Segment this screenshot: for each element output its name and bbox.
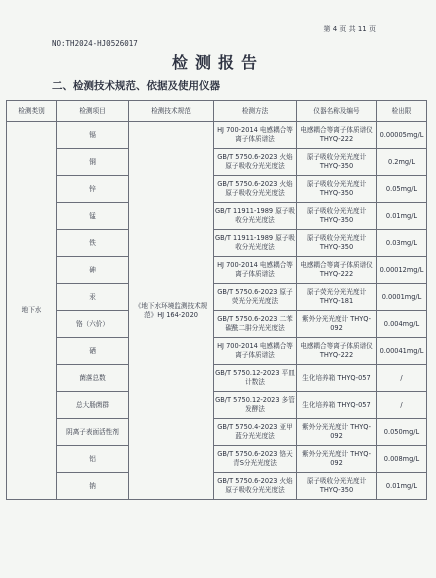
instrument-cell: 紫外分光光度计 THYQ-092 <box>297 311 377 338</box>
method-cell: GB/T 11911-1989 原子吸收分光光度法 <box>214 230 297 257</box>
table-row <box>7 311 427 338</box>
method-cell: GB/T 5750.6-2023 二苯碳酰二肼分光光度法 <box>214 311 297 338</box>
table-row <box>7 176 427 203</box>
instrument-cell: 原子荧光分光光度计 THYQ-181 <box>297 284 377 311</box>
instrument-cell: 生化培养箱 THYQ-057 <box>297 365 377 392</box>
method-cell: GB/T 5750.12-2023 平皿计数法 <box>214 365 297 392</box>
table-row <box>7 392 427 419</box>
item-cell: 总大肠菌群 <box>57 392 129 419</box>
method-cell: GB/T 5750.6-2023 铬天青S分光光度法 <box>214 446 297 473</box>
column-header: 检测类别 <box>7 101 57 122</box>
instrument-cell: 原子吸收分光光度计 THYQ-350 <box>297 473 377 500</box>
instrument-cell: 原子吸收分光光度计 THYQ-350 <box>297 230 377 257</box>
instrument-cell: 原子吸收分光光度计 THYQ-350 <box>297 149 377 176</box>
item-cell: 阴离子表面活性剂 <box>57 419 129 446</box>
standard-cell: 《地下水环境监测技术规范》HJ 164-2020 <box>129 122 214 500</box>
limit-cell: 0.004mg/L <box>377 311 427 338</box>
section-title: 二、检测技术规范、依据及使用仪器 <box>52 80 220 92</box>
method-cell: HJ 700-2014 电感耦合等离子体质谱法 <box>214 338 297 365</box>
method-cell: GB/T 5750.6-2023 火焰原子吸收分光光度法 <box>214 176 297 203</box>
method-cell: GB/T 11911-1989 原子吸收分光光度法 <box>214 203 297 230</box>
limit-cell: 0.0001mg/L <box>377 284 427 311</box>
document-title: 检测报告 <box>171 53 264 72</box>
limit-cell: / <box>377 365 427 392</box>
item-cell: 铁 <box>57 230 129 257</box>
item-cell: 铝 <box>57 446 129 473</box>
instrument-cell: 生化培养箱 THYQ-057 <box>297 392 377 419</box>
item-cell: 铜 <box>57 149 129 176</box>
table-row <box>7 365 427 392</box>
limit-cell: 0.05mg/L <box>377 176 427 203</box>
item-cell: 锰 <box>57 203 129 230</box>
instrument-cell: 原子吸收分光光度计 THYQ-350 <box>297 203 377 230</box>
table-row <box>7 338 427 365</box>
table-row <box>7 257 427 284</box>
instrument-cell: 电感耦合等离子体质谱仪 THYQ-222 <box>297 122 377 149</box>
limit-cell: 0.03mg/L <box>377 230 427 257</box>
limit-cell: 0.00041mg/L <box>377 338 427 365</box>
table-row <box>7 122 427 149</box>
column-header: 检测项目 <box>57 101 129 122</box>
table-row <box>7 473 427 500</box>
limit-cell: 0.050mg/L <box>377 419 427 446</box>
instrument-cell: 紫外分光光度计 THYQ-092 <box>297 419 377 446</box>
limit-cell: 0.008mg/L <box>377 446 427 473</box>
instrument-cell: 电感耦合等离子体质谱仪 THYQ-222 <box>297 257 377 284</box>
method-cell: GB/T 5750.6-2023 火焰原子吸收分光光度法 <box>214 149 297 176</box>
limit-cell: 0.2mg/L <box>377 149 427 176</box>
category-cell: 地下水 <box>7 122 57 500</box>
table-body <box>7 122 427 500</box>
table-row <box>7 149 427 176</box>
column-header: 检测方法 <box>214 101 297 122</box>
limit-cell: 0.01mg/L <box>377 473 427 500</box>
item-cell: 镉 <box>57 122 129 149</box>
item-cell: 锌 <box>57 176 129 203</box>
item-cell: 钠 <box>57 473 129 500</box>
item-cell: 砷 <box>57 257 129 284</box>
instrument-cell: 电感耦合等离子体质谱仪 THYQ-222 <box>297 338 377 365</box>
method-cell: GB/T 5750.6-2023 原子荧光分光光度法 <box>214 284 297 311</box>
instrument-cell: 紫外分光光度计 THYQ-092 <box>297 446 377 473</box>
item-cell: 铬（六价） <box>57 311 129 338</box>
limit-cell: 0.01mg/L <box>377 203 427 230</box>
method-cell: GB/T 5750.6-2023 火焰原子吸收分光光度法 <box>214 473 297 500</box>
table-header-row <box>7 101 427 122</box>
column-header: 检测技术规范 <box>129 101 214 122</box>
limit-cell: / <box>377 392 427 419</box>
item-cell: 汞 <box>57 284 129 311</box>
method-cell: HJ 700-2014 电感耦合等离子体质谱法 <box>214 122 297 149</box>
detection-table <box>6 100 427 500</box>
table-row <box>7 446 427 473</box>
method-cell: GB/T 5750.12-2023 多管发酵法 <box>214 392 297 419</box>
limit-cell: 0.00005mg/L <box>377 122 427 149</box>
table-row <box>7 203 427 230</box>
table-row <box>7 284 427 311</box>
method-cell: HJ 700-2014 电感耦合等离子体质谱法 <box>214 257 297 284</box>
column-header: 仪器名称及编号 <box>297 101 377 122</box>
item-cell: 菌落总数 <box>57 365 129 392</box>
table-row <box>7 230 427 257</box>
table-row <box>7 419 427 446</box>
item-cell: 硒 <box>57 338 129 365</box>
instrument-cell: 原子吸收分光光度计 THYQ-350 <box>297 176 377 203</box>
limit-cell: 0.00012mg/L <box>377 257 427 284</box>
report-number: NO:TH2024-HJ0526017 <box>52 39 138 48</box>
column-header: 检出限 <box>377 101 427 122</box>
method-cell: GB/T 5750.4-2023 亚甲蓝分光光度法 <box>214 419 297 446</box>
page-info: 第 4 页 共 11 页 <box>323 25 376 33</box>
